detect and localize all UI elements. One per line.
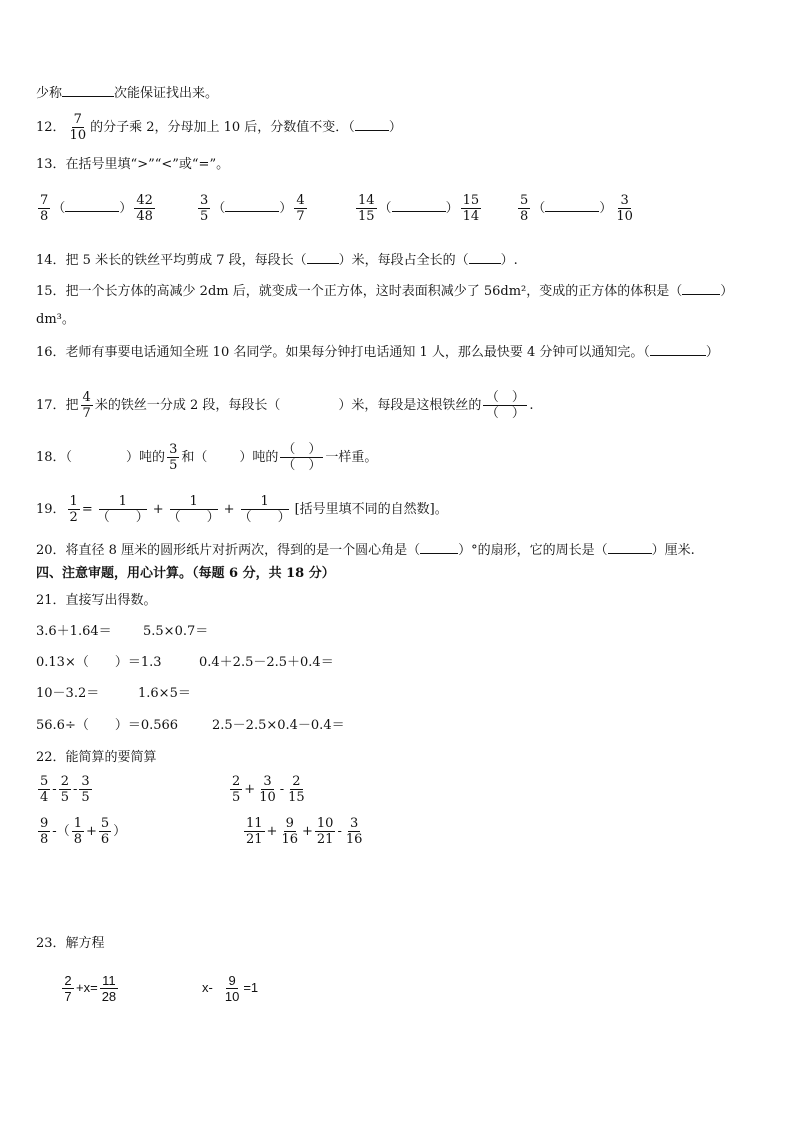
answer-blank[interactable] <box>608 541 652 554</box>
q22-expression-4: $\frac{11}{21}$ + $\frac{9}{16}$ + $\frac{10}{21}$ - $\frac{3}{16}$ <box>246 816 363 847</box>
answer-blank[interactable] <box>392 199 446 212</box>
comparison-1: $\frac{7}{8}$ （ ） $\frac{42}{48}$ <box>40 193 153 224</box>
answer-blank[interactable] <box>420 541 458 554</box>
equation-2: x- $\frac{9}{10}$ =1 <box>202 973 259 1004</box>
blank-fraction[interactable]: 1 （ ） <box>167 494 220 525</box>
q22-title: 22．能简算的要简算 <box>36 750 157 765</box>
q12-line: 12． $\frac{7}{10}$ 的分子乘 2，分母加上 10 后，分数值不变．（ ） <box>36 112 402 143</box>
q11-line: 少称 次能保证找出来。 <box>36 86 219 101</box>
blank-fraction[interactable]: 1 （ ） <box>238 494 291 525</box>
q17-line: 17．把 $\frac{4}{7}$ 米的铁丝一分成 2 段，每段长（ ）米，每段是这根铁丝的 （ ） （ ） . <box>36 390 534 421</box>
answer-blank[interactable] <box>225 199 279 212</box>
q15-line: 15．把一个长方体的高减少 2dm 后，就变成一个正方体，这时表面积减少了 56dm²，变成的正方体的体积是（ ） <box>36 284 734 299</box>
q13-title: 13．在括号里填“>”“<”或“=”。 <box>36 157 230 172</box>
answer-blank[interactable] <box>545 199 599 212</box>
blank-fraction[interactable]: （ ） （ ） <box>483 390 527 421</box>
q15-unit: dm³。 <box>36 312 75 327</box>
q14-line: 14．把 5 米长的铁丝平均剪成 7 段，每段长（ ）米，每段占全长的（ ）. <box>36 253 518 268</box>
blank-fraction[interactable]: （ ） （ ） <box>282 442 322 473</box>
comparison-2: $\frac{3}{5}$ （ ） $\frac{4}{7}$ <box>200 193 305 224</box>
q22-expression-1: $\frac{5}{4}$ - $\frac{2}{5}$ - $\frac{3}{5}$ <box>40 774 90 805</box>
comparison-3: $\frac{14}{15}$ （ ） $\frac{15}{14}$ <box>358 193 480 224</box>
q22-expression-2: $\frac{2}{5}$ + $\frac{3}{10}$ - $\frac{2}{15}$ <box>232 774 305 805</box>
q18-line: 18．（ ）吨的 $\frac{3}{5}$ 和（ ）吨的 （ ） （ ） 一样重。 <box>36 442 378 473</box>
answer-blank[interactable] <box>682 282 720 295</box>
q16-line: 16．老师有事要电话通知全班 10 名同学。如果每分钟打电话通知 1 人，那么最快要 4 分钟可以通知完。（ ） <box>36 345 719 360</box>
answer-blank[interactable] <box>650 343 706 356</box>
equation-1: $\frac{2}{7}$ +x= $\frac{11}{28}$ <box>60 973 120 1004</box>
answer-blank[interactable] <box>355 118 389 131</box>
answer-blank[interactable] <box>469 251 501 264</box>
fraction: $\frac{7}{10}$ <box>69 112 87 143</box>
q21-title: 21．直接写出得数。 <box>36 593 157 608</box>
q19-line: 19． $\frac{1}{2}$ = 1 （ ） + 1 （ ） + 1 （ ） [括号里填不同的自然数]。 <box>36 494 448 525</box>
section-heading: 四、注意审题，用心计算。（每题 6 分，共 18 分） <box>36 566 335 581</box>
comparison-4: $\frac{5}{8}$ （ ） $\frac{3}{10}$ <box>520 193 633 224</box>
q20-line: 20．将直径 8 厘米的圆形纸片对折两次，得到的是一个圆心角是（ ）°的扇形，它的周长是（ ）厘米. <box>36 543 695 558</box>
answer-blank[interactable] <box>65 199 119 212</box>
answer-blank[interactable] <box>307 251 339 264</box>
blank-fraction[interactable]: 1 （ ） <box>96 494 149 525</box>
q23-title: 23．解方程 <box>36 936 105 951</box>
answer-blank[interactable] <box>62 84 114 97</box>
q22-expression-3: $\frac{9}{8}$ -（ $\frac{1}{8}$ + $\frac{5}{6}$ ） <box>40 816 127 847</box>
